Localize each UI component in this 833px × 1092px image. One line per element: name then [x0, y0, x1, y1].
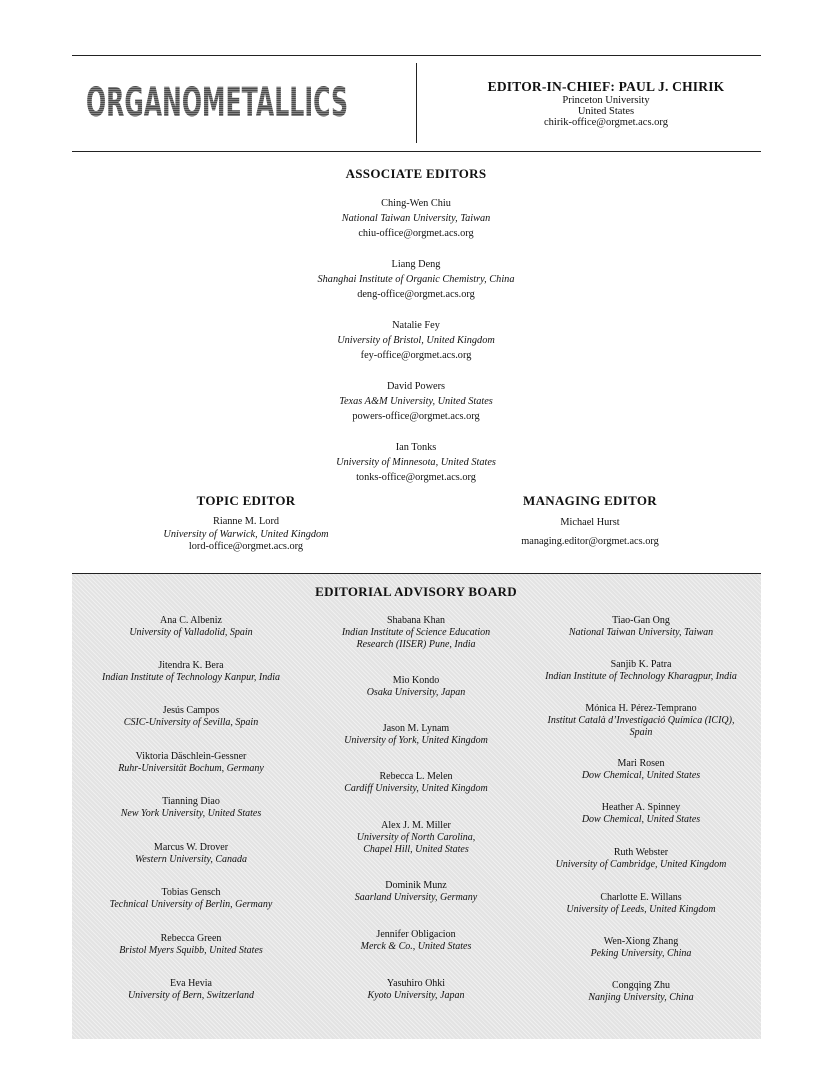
board-member-affiliation: University of Leeds, United Kingdom — [566, 904, 716, 915]
board-member — [301, 929, 531, 953]
board-member — [301, 771, 531, 795]
board-member — [76, 705, 306, 729]
associate-editor-affiliation: Shanghai Institute of Organic Chemistry, China — [317, 274, 515, 285]
board-member-affiliation-line2: Spain — [629, 727, 653, 738]
associate-editor-email: chiu-office@orgmet.acs.org — [358, 228, 474, 239]
associate-editor-email: powers-office@orgmet.acs.org — [352, 411, 480, 422]
board-member-name: Jason M. Lynam — [382, 723, 450, 734]
board-member-name: Sanjib K. Patra — [610, 659, 672, 670]
board-member — [526, 659, 756, 683]
board-member — [301, 978, 531, 1002]
board-member-affiliation: Dow Chemical, United States — [581, 770, 701, 781]
board-member — [526, 892, 756, 916]
board-member — [76, 751, 306, 775]
header-bottom-rule — [72, 151, 761, 152]
managing-editor — [470, 515, 710, 549]
associate-editor-affiliation: University of Bristol, United Kingdom — [337, 335, 495, 346]
board-member-affiliation: University of Valladolid, Spain — [129, 627, 253, 638]
board-member-affiliation: Dow Chemical, United States — [581, 814, 701, 825]
board-member-name: Yasuhiro Ohki — [386, 978, 446, 989]
board-member — [526, 936, 756, 960]
board-member — [76, 615, 306, 639]
board-member-affiliation: Merck & Co., United States — [360, 941, 472, 952]
board-member — [301, 615, 531, 651]
board-member-affiliation: Osaka University, Japan — [366, 687, 466, 698]
board-member-name: Alex J. M. Miller — [381, 820, 451, 831]
journal-logo — [86, 80, 350, 126]
board-member-affiliation: Cardiff University, United Kingdom — [344, 783, 488, 794]
board-member-name: Congqing Zhu — [611, 980, 671, 991]
managing-editor-name: Michael Hurst — [560, 517, 620, 528]
board-member-affiliation-line2: Research (IISER) Pune, India — [356, 639, 476, 650]
associate-editor-name: Ian Tonks — [395, 442, 437, 453]
associate-editor-name: Ching-Wen Chiu — [381, 198, 451, 209]
board-member-name: Jennifer Obligacion — [376, 929, 456, 940]
editor-in-chief-affiliation-2: United States — [577, 106, 635, 117]
board-member — [526, 615, 756, 639]
board-member-affiliation: Technical University of Berlin, Germany — [109, 899, 273, 910]
board-member-name: Mio Kondo — [392, 675, 440, 686]
associate-editor-email: fey-office@orgmet.acs.org — [360, 350, 472, 361]
board-member-name: Viktoria Däschlein-Gessner — [135, 751, 247, 762]
board-member — [526, 802, 756, 826]
board-member-name: Ruth Webster — [613, 847, 669, 858]
associate-editor — [216, 318, 616, 363]
board-member-affiliation: Indian Institute of Technology Kanpur, India — [102, 672, 280, 683]
board-member-name: Mónica H. Pérez-Temprano — [585, 703, 697, 714]
associate-editor-affiliation: National Taiwan University, Taiwan — [341, 213, 491, 224]
board-member-name: Mari Rosen — [617, 758, 665, 769]
board-member-affiliation: Nanjing University, China — [588, 992, 694, 1003]
journal-logo-text: ORGANOMETALLICS — [86, 80, 348, 126]
board-member-affiliation: University of Bern, Switzerland — [127, 990, 255, 1001]
editor-in-chief-email: chirik-office@orgmet.acs.org — [544, 117, 668, 128]
board-member-name: Tiao-Gan Ong — [612, 615, 670, 626]
board-member-affiliation: Indian Institute of Technology Kharagpur, India — [545, 671, 737, 682]
board-member-affiliation: University of York, United Kingdom — [344, 735, 488, 746]
board-member-name: Charlotte E. Willans — [600, 892, 682, 903]
board-member — [526, 703, 756, 739]
board-member-name: Wen-Xiong Zhang — [603, 936, 679, 947]
managing-editor-email: managing.editor@orgmet.acs.org — [521, 536, 659, 547]
board-member-affiliation: Indian Institute of Science Education — [341, 627, 491, 638]
topic-editor-affiliation: University of Warwick, United Kingdom — [163, 528, 329, 540]
board-member-name: Ana C. Albeniz — [160, 615, 222, 626]
board-member-name: Shabana Khan — [386, 615, 446, 626]
associate-editors-heading: ASSOCIATE EDITORS — [345, 166, 487, 181]
topic-editor-email: lord-office@orgmet.acs.org — [188, 541, 304, 552]
board-member — [301, 820, 531, 856]
board-member-name: Tobias Gensch — [161, 887, 221, 898]
associate-editor-email: deng-office@orgmet.acs.org — [357, 289, 475, 300]
topic-editor-name: Rianne M. Lord — [212, 516, 280, 527]
board-member-name: Jesús Campos — [162, 705, 220, 716]
board-member-affiliation: CSIC-University of Sevilla, Spain — [123, 717, 259, 728]
board-member-affiliation: University of North Carolina, — [356, 832, 476, 843]
board-heading: EDITORIAL ADVISORY BOARD — [315, 584, 517, 599]
board-member-affiliation-line2: Chapel Hill, United States — [363, 844, 469, 855]
board-member-name: Jitendra K. Bera — [158, 660, 224, 671]
board-member — [301, 723, 531, 747]
editor-in-chief-title: EDITOR-IN-CHIEF: PAUL J. CHIRIK — [487, 79, 725, 94]
board-member-affiliation: Ruhr-Universität Bochum, Germany — [118, 763, 264, 774]
board-member-affiliation: Institut Català d’Investigació Química (ICIQ), — [547, 715, 735, 726]
associate-editor — [216, 379, 616, 424]
board-member — [76, 842, 306, 866]
top-rule — [72, 55, 761, 56]
header-divider — [416, 63, 417, 143]
board-member — [526, 847, 756, 871]
board-member-name: Marcus W. Drover — [153, 842, 229, 853]
board-member — [526, 980, 756, 1004]
board-member — [301, 880, 531, 904]
board-member-name: Heather A. Spinney — [601, 802, 681, 813]
board-member — [526, 758, 756, 782]
associate-editor-name: Liang Deng — [391, 259, 441, 270]
associate-editor-email: tonks-office@orgmet.acs.org — [356, 472, 476, 483]
board-member-affiliation: National Taiwan University, Taiwan — [568, 627, 714, 638]
board-member-affiliation: Peking University, China — [590, 948, 692, 959]
board-member-affiliation: Western University, Canada — [134, 854, 248, 865]
associate-editor-name: David Powers — [386, 381, 446, 392]
board-member-name: Rebecca L. Melen — [379, 771, 453, 782]
editor-in-chief-affiliation-1: Princeton University — [562, 95, 650, 106]
board-member — [76, 978, 306, 1002]
editor-in-chief-block — [470, 79, 742, 128]
journal-logo-svg — [86, 80, 350, 126]
board-member-affiliation: Kyoto University, Japan — [367, 990, 465, 1001]
board-member — [76, 660, 306, 684]
associate-editor — [216, 257, 616, 302]
associate-editor — [216, 440, 616, 485]
board-member-name: Eva Hevia — [170, 978, 212, 989]
editorial-advisory-board — [72, 574, 761, 1039]
board-member-name: Tianning Diao — [162, 796, 220, 807]
board-member — [301, 675, 531, 699]
associate-editor-affiliation: Texas A&M University, United States — [339, 396, 493, 407]
topic-editor — [126, 516, 366, 554]
board-member-name: Dominik Munz — [385, 880, 447, 891]
associate-editor — [216, 196, 616, 241]
topic-editor-heading: TOPIC EDITOR — [196, 493, 296, 508]
board-member-affiliation: University of Cambridge, United Kingdom — [555, 859, 727, 870]
associate-editor-name: Natalie Fey — [392, 320, 440, 331]
board-member-affiliation: Saarland University, Germany — [354, 892, 478, 903]
board-member — [76, 933, 306, 957]
board-member-name: Rebecca Green — [160, 933, 222, 944]
associate-editor-affiliation: University of Minnesota, United States — [336, 457, 496, 468]
board-member — [76, 887, 306, 911]
board-member — [76, 796, 306, 820]
board-member-affiliation: Bristol Myers Squibb, United States — [119, 945, 263, 956]
managing-editor-heading: MANAGING EDITOR — [523, 493, 657, 508]
board-member-affiliation: New York University, United States — [120, 808, 262, 819]
